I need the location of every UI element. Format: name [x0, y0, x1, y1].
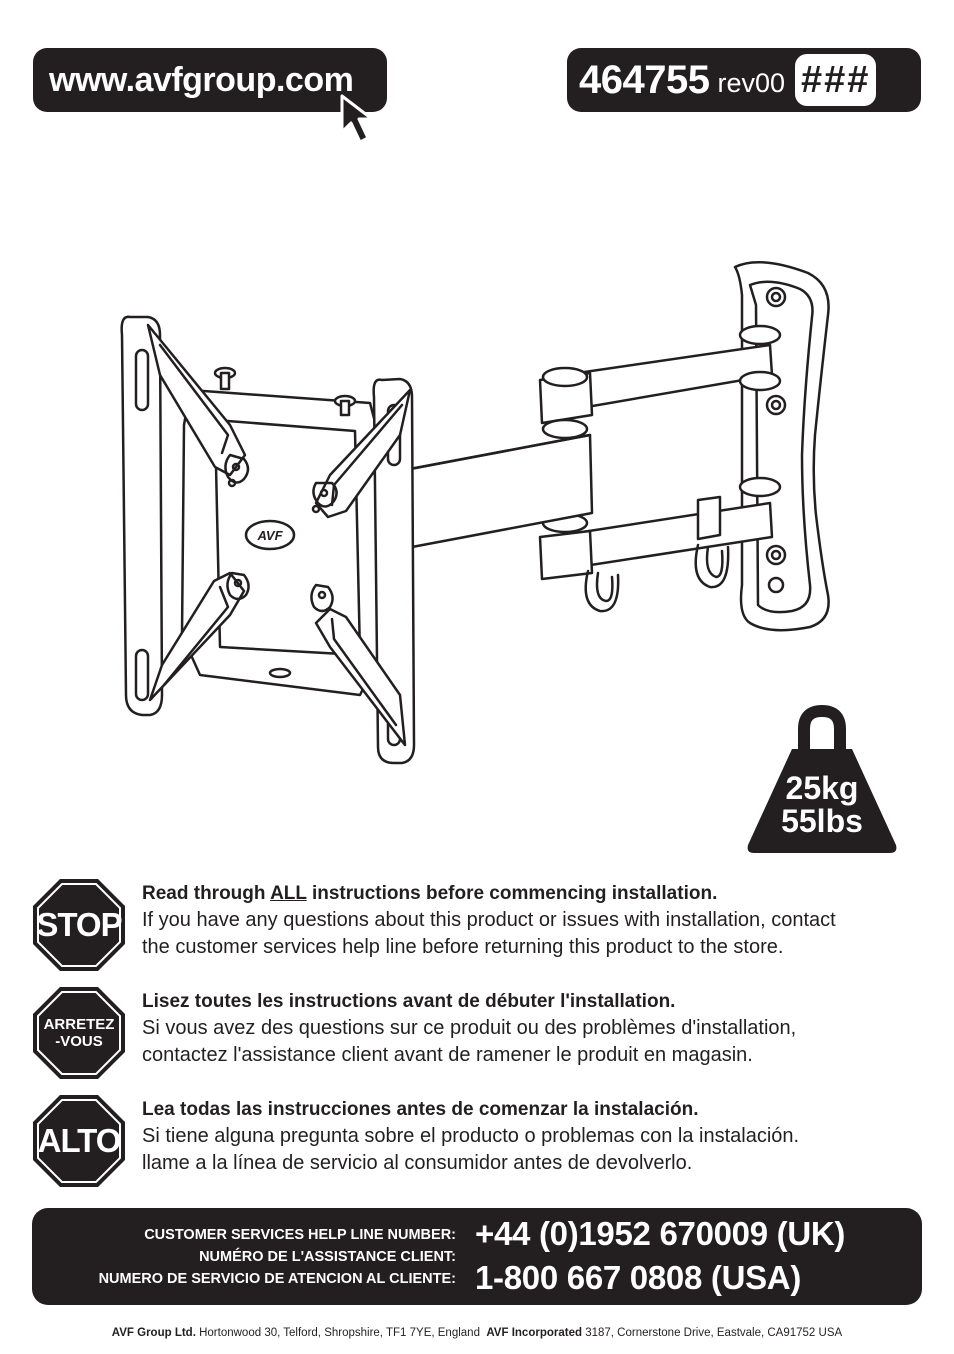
- helpline-label-en: CUSTOMER SERVICES HELP LINE NUMBER:: [144, 1227, 456, 1243]
- helpline-bar: [32, 1208, 922, 1305]
- notice-french: [32, 986, 932, 1082]
- notice-english: [32, 878, 932, 974]
- cursor-arrow-icon: [336, 92, 388, 148]
- notice-body-line: the customer services help line before returning this product to the store.: [142, 936, 784, 958]
- notice-body-line: Si vous avez des questions sur ce produit ou des problèmes d'installation,: [142, 1017, 797, 1039]
- weight-lbs: 55lbs: [781, 803, 863, 839]
- stop-sign-label: STOP: [36, 906, 122, 943]
- model-number: 464755: [579, 57, 710, 102]
- helpline-labels: [32, 1224, 456, 1290]
- tv-wall-bracket-illustration: [120, 255, 840, 765]
- helpline-label-fr: NUMÉRO DE L'ASSISTANCE CLIENT:: [199, 1249, 456, 1265]
- revision-label: rev00: [717, 67, 786, 98]
- helpline-numbers: [475, 1212, 845, 1300]
- website-url-badge[interactable]: [33, 48, 387, 112]
- website-url[interactable]: www.avfgroup.com: [49, 61, 354, 99]
- notice-body-line: Si tiene alguna pregunta sobre el producto o problemas con la instalación.: [142, 1125, 800, 1147]
- notice-heading: Lisez toutes les instructions avant de débuter l'installation.: [142, 991, 676, 1012]
- stop-sign-label: ALTO: [37, 1122, 121, 1159]
- model-badge: [567, 48, 921, 112]
- uk-company-name: AVF Group Ltd.: [111, 1327, 196, 1339]
- phone-usa[interactable]: 1-800 667 0808 (USA): [475, 1259, 802, 1296]
- avf-logo: AVF: [257, 528, 283, 543]
- weight-kg: 25kg: [785, 770, 859, 806]
- notice-spanish: [32, 1094, 932, 1190]
- us-address: 3187, Cornerstone Drive, Eastvale, CA91752 USA: [585, 1327, 843, 1339]
- batch-code: ###: [795, 54, 876, 106]
- notice-body-line: If you have any questions about this product or issues with installation, contact: [142, 909, 836, 931]
- weight-limit-text: [746, 772, 898, 838]
- footer-addresses: [0, 1327, 954, 1339]
- notice-heading: Read through ALL instructions before commencing installation.: [142, 883, 718, 904]
- notice-body-line: contactez l'assistance client avant de ramener le produit en magasin.: [142, 1044, 753, 1066]
- helpline-label-es: NUMERO DE SERVICIO DE ATENCION AL CLIENTE:: [98, 1271, 456, 1287]
- stop-sign-label: ARRETEZ -VOUS: [43, 1016, 115, 1050]
- us-company-name: AVF Incorporated: [486, 1327, 582, 1339]
- notice-heading: Lea todas las instrucciones antes de comenzar la instalación.: [142, 1099, 699, 1120]
- notice-body-line: llame a la línea de servicio al consumidor antes de devolverlo.: [142, 1152, 693, 1174]
- uk-address: Hortonwood 30, Telford, Shropshire, TF1 7YE, England: [199, 1327, 480, 1339]
- phone-uk[interactable]: +44 (0)1952 670009 (UK): [475, 1215, 846, 1252]
